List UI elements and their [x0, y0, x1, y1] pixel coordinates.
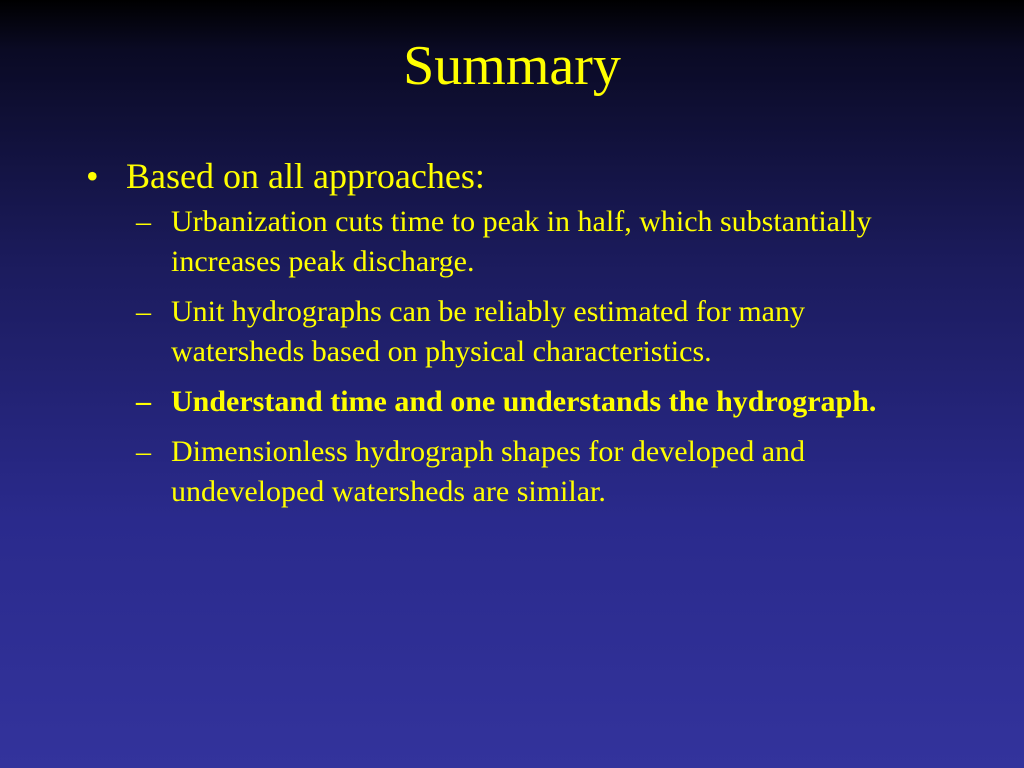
- sub-item-unit-hydrographs: [84, 292, 924, 372]
- dash-marker: –: [136, 295, 151, 328]
- dash-marker: –: [136, 435, 151, 468]
- dash-marker: –: [136, 205, 151, 238]
- sub-item-urbanization: [84, 202, 924, 282]
- sub-item-text: Unit hydrographs can be reliably estimated for many watersheds based on physical characteristics.: [171, 295, 805, 368]
- sub-list: [84, 202, 924, 512]
- sub-list-container: [84, 202, 924, 512]
- sub-item-text: Understand time and one understands the hydrograph.: [171, 385, 877, 418]
- sub-item-understand-time: [84, 382, 924, 422]
- sub-item-dimensionless: [84, 432, 924, 512]
- sub-item-text: Urbanization cuts time to peak in half, which substantially increases peak discharge.: [171, 205, 872, 278]
- sub-item-text: Dimensionless hydrograph shapes for developed and undeveloped watersheds are similar.: [171, 435, 806, 508]
- bullet-marker: •: [86, 156, 99, 196]
- dash-marker: –: [136, 385, 151, 418]
- slide-title: Summary: [403, 35, 621, 97]
- slide-content: [84, 150, 924, 522]
- bullet-text: Based on all approaches:: [126, 156, 485, 196]
- bullet-item: [84, 150, 924, 202]
